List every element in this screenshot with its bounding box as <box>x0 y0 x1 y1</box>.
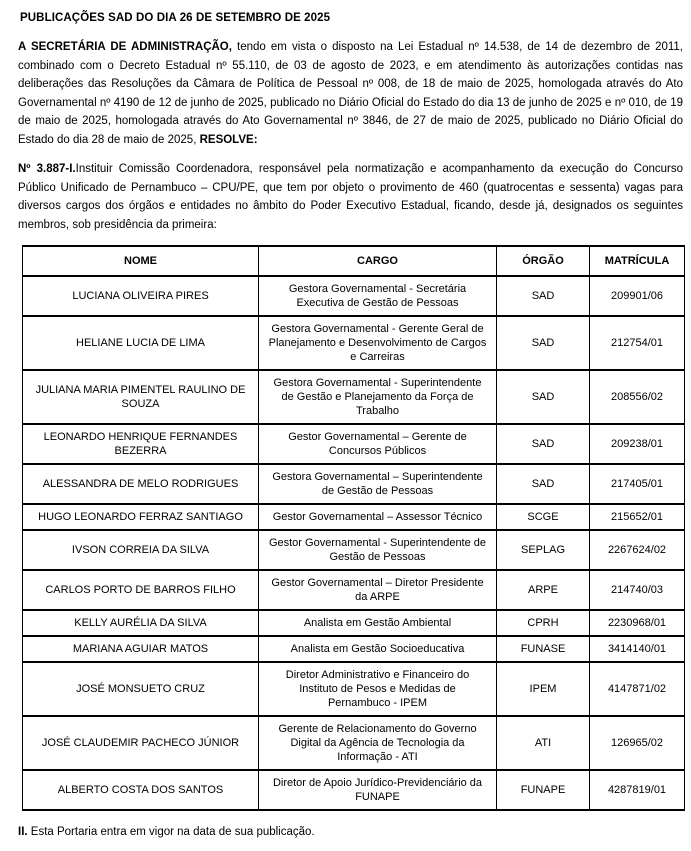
page-title: PUBLICAÇÕES SAD DO DIA 26 DE SETEMBRO DE 2025 <box>20 12 331 24</box>
cell-nome: JULIANA MARIA PIMENTEL RAULINO DE SOUZA <box>23 370 259 424</box>
table-row <box>23 636 685 662</box>
members-table <box>22 245 685 811</box>
table-row <box>23 424 685 464</box>
ordinance-number: Nº 3.887-I. <box>18 163 76 175</box>
cell-cargo: Gestor Governamental – Gerente de Concursos Públicos <box>259 424 497 464</box>
table-header-row <box>23 246 685 276</box>
cell-cargo: Gestora Governamental – Superintendente de Gestão de Pessoas <box>259 464 497 504</box>
table-row <box>23 530 685 570</box>
table-row <box>23 370 685 424</box>
cell-cargo: Analista em Gestão Socioeducativa <box>259 636 497 662</box>
cell-cargo: Gestora Governamental - Gerente Geral de Planejamento e Desenvolvimento de Cargos e Carreiras <box>259 316 497 370</box>
cell-orgao: FUNAPE <box>497 770 590 810</box>
cell-cargo: Gerente de Relacionamento do Governo Digital da Agência de Tecnologia da Informação - ATI <box>259 716 497 770</box>
cell-matricula: 217405/01 <box>590 464 685 504</box>
table-row <box>23 464 685 504</box>
cell-orgao: SAD <box>497 370 590 424</box>
table-row <box>23 662 685 716</box>
table-row <box>23 316 685 370</box>
cell-cargo: Gestora Governamental - Secretária Executiva de Gestão de Pessoas <box>259 276 497 316</box>
cell-nome: ALBERTO COSTA DOS SANTOS <box>23 770 259 810</box>
closing-paragraph <box>18 823 683 841</box>
cell-orgao: ARPE <box>497 570 590 610</box>
cell-orgao: SAD <box>497 464 590 504</box>
cell-matricula: 209238/01 <box>590 424 685 464</box>
cell-nome: HELIANE LUCIA DE LIMA <box>23 316 259 370</box>
cell-cargo: Gestor Governamental - Superintendente de Gestão de Pessoas <box>259 530 497 570</box>
cell-orgao: ATI <box>497 716 590 770</box>
table-row <box>23 610 685 636</box>
preamble-body: tendo em vista o disposto na Lei Estadual nº 14.538, de 14 de dezembro de 2011, combinado com o Decreto Estadual nº 55.110, de 03 de agosto de 2023, e em atendimento às autorizações contidas nas deliberações das Resoluções da Câmara de Política de Pessoal nº 008, de 18 de maio de 2025, homologada através do Ato Governamental nº 4190 de 12 de junho de 2025, publicado no Diário Oficial do Estado do dia 13 de junho de 2025 e nº 010, de 19 de maio de 2025, homologada através do Ato Governamental nº 3846, de 27 de maio de 2025, publicado no Diário Oficial do Estado do dia 28 de maio de 2025, <box>18 41 683 146</box>
closing-item-number: II. <box>18 826 28 838</box>
cell-cargo: Gestora Governamental - Superintendente de Gestão e Planejamento da Força de Trabalho <box>259 370 497 424</box>
cell-nome: JOSÉ MONSUETO CRUZ <box>23 662 259 716</box>
cell-orgao: CPRH <box>497 610 590 636</box>
cell-nome: IVSON CORREIA DA SILVA <box>23 530 259 570</box>
cell-nome: KELLY AURÉLIA DA SILVA <box>23 610 259 636</box>
cell-orgao: SCGE <box>497 504 590 530</box>
cell-cargo: Gestor Governamental – Assessor Técnico <box>259 504 497 530</box>
cell-matricula: 4287819/01 <box>590 770 685 810</box>
cell-orgao: SAD <box>497 424 590 464</box>
cell-orgao: FUNASE <box>497 636 590 662</box>
cell-nome: JOSÉ CLAUDEMIR PACHECO JÚNIOR <box>23 716 259 770</box>
cell-matricula: 3414140/01 <box>590 636 685 662</box>
table-header <box>23 246 685 276</box>
cell-nome: ALESSANDRA DE MELO RODRIGUES <box>23 464 259 504</box>
cell-orgao: SAD <box>497 316 590 370</box>
preamble-paragraph <box>18 38 683 149</box>
cell-nome: HUGO LEONARDO FERRAZ SANTIAGO <box>23 504 259 530</box>
cell-cargo: Analista em Gestão Ambiental <box>259 610 497 636</box>
cell-matricula: 208556/02 <box>590 370 685 424</box>
column-header-nome: NOME <box>23 246 259 276</box>
cell-orgao: SAD <box>497 276 590 316</box>
cell-orgao: SEPLAG <box>497 530 590 570</box>
table-row <box>23 770 685 810</box>
cell-matricula: 2230968/01 <box>590 610 685 636</box>
table-row <box>23 504 685 530</box>
preamble-lead: A SECRETÁRIA DE ADMINISTRAÇÃO, <box>18 41 232 53</box>
closing-body: Esta Portaria entra em vigor na data de sua publicação. <box>27 826 315 838</box>
cell-matricula: 4147871/02 <box>590 662 685 716</box>
ordinance-paragraph <box>18 160 683 234</box>
column-header-orgao: ÓRGÃO <box>497 246 590 276</box>
column-header-matricula: MATRÍCULA <box>590 246 685 276</box>
table-row <box>23 276 685 316</box>
cell-nome: MARIANA AGUIAR MATOS <box>23 636 259 662</box>
cell-matricula: 212754/01 <box>590 316 685 370</box>
cell-cargo: Gestor Governamental – Diretor Presidente da ARPE <box>259 570 497 610</box>
cell-matricula: 209901/06 <box>590 276 685 316</box>
cell-matricula: 2267624/02 <box>590 530 685 570</box>
preamble-resolve: RESOLVE: <box>199 133 258 146</box>
table-row <box>23 570 685 610</box>
cell-matricula: 126965/02 <box>590 716 685 770</box>
cell-matricula: 214740/03 <box>590 570 685 610</box>
cell-nome: LEONARDO HENRIQUE FERNANDES BEZERRA <box>23 424 259 464</box>
cell-cargo: Diretor de Apoio Jurídico-Previdenciário da FUNAPE <box>259 770 497 810</box>
table-row <box>23 716 685 770</box>
ordinance-body: Instituir Comissão Coordenadora, responsável pela normatização e acompanhamento da execução do Concurso Público Unificado de Pernambuco – CPU/PE, que tem por objeto o provimento de 460 (quatrocentas e sessenta) vagas para diversos cargos dos órgãos e entidades no âmbito do Poder Executivo Estadual, ficando, desde já, designados os seguintes membros, sob presidência da primeira: <box>18 163 683 231</box>
cell-nome: LUCIANA OLIVEIRA PIRES <box>23 276 259 316</box>
cell-nome: CARLOS PORTO DE BARROS FILHO <box>23 570 259 610</box>
column-header-cargo: CARGO <box>259 246 497 276</box>
cell-cargo: Diretor Administrativo e Financeiro do Instituto de Pesos e Medidas de Pernambuco - IPEM <box>259 662 497 716</box>
table-body <box>23 276 685 810</box>
cell-orgao: IPEM <box>497 662 590 716</box>
cell-matricula: 215652/01 <box>590 504 685 530</box>
